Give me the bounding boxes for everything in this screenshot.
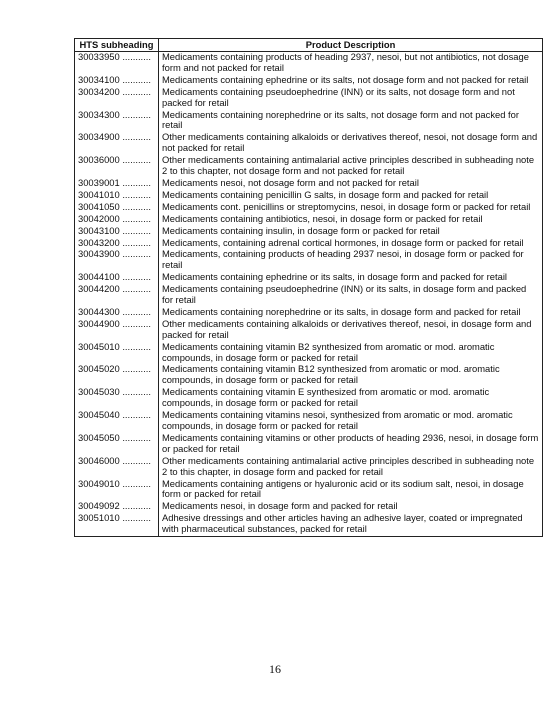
- description-cell: Medicaments containing pseudoephedrine (INN) or its salts, in dosage form and packed for retail: [159, 284, 543, 307]
- table-row: [75, 110, 543, 133]
- hts-code-cell: 30034900 ...........: [75, 132, 159, 155]
- table-row: [75, 226, 543, 238]
- hts-code-cell: 30044200 ...........: [75, 284, 159, 307]
- table-row: [75, 87, 543, 110]
- description-cell: Medicaments, containing adrenal cortical hormones, in dosage form or packed for retail: [159, 238, 543, 250]
- table-row: [75, 284, 543, 307]
- hts-code-cell: 30044300 ...........: [75, 307, 159, 319]
- description-cell: Medicaments cont. penicillins or streptomycins, nesoi, in dosage form or packed for retail: [159, 202, 543, 214]
- hts-code-cell: 30049010 ...........: [75, 479, 159, 502]
- table-row: [75, 410, 543, 433]
- hts-code-cell: 30043200 ...........: [75, 238, 159, 250]
- description-cell: Other medicaments containing antimalarial active principles described in subheading note 2 to this chapter, in dosage form and packed for retail: [159, 456, 543, 479]
- description-cell: Adhesive dressings and other articles having an adhesive layer, coated or impregnated with pharmaceutical substances, packed for retail: [159, 513, 543, 536]
- description-cell: Medicaments containing ephedrine or its salts, in dosage form and packed for retail: [159, 272, 543, 284]
- description-cell: Medicaments containing penicillin G salts, in dosage form and packed for retail: [159, 190, 543, 202]
- description-cell: Medicaments containing ephedrine or its salts, not dosage form and not packed for retail: [159, 75, 543, 87]
- description-cell: Other medicaments containing alkaloids or derivatives thereof, nesoi, not dosage form and not packed for retail: [159, 132, 543, 155]
- table-row: [75, 52, 543, 75]
- description-cell: Medicaments containing norephedrine or its salts, in dosage form and packed for retail: [159, 307, 543, 319]
- hts-code-cell: 30045040 ...........: [75, 410, 159, 433]
- hts-code-cell: 30042000 ...........: [75, 214, 159, 226]
- table-header-row: [75, 39, 543, 52]
- hts-code-cell: 30049092 ...........: [75, 501, 159, 513]
- table-row: [75, 433, 543, 456]
- description-cell: Medicaments containing products of heading 2937, nesoi, but not antibiotics, not dosage form and not packed for retail: [159, 52, 543, 75]
- description-cell: Medicaments containing antibiotics, nesoi, in dosage form or packed for retail: [159, 214, 543, 226]
- header-product-description: Product Description: [159, 39, 543, 52]
- hts-code-cell: 30041010 ...........: [75, 190, 159, 202]
- hts-code-cell: 30051010 ...........: [75, 513, 159, 536]
- table-row: [75, 132, 543, 155]
- table-row: [75, 202, 543, 214]
- table-row: [75, 364, 543, 387]
- table-body: [75, 52, 543, 537]
- description-cell: Other medicaments containing antimalarial active principles described in subheading note 2 to this chapter, not dosage form and not packed for retail: [159, 155, 543, 178]
- hts-code-cell: 30045010 ...........: [75, 342, 159, 365]
- description-cell: Medicaments containing antigens or hyaluronic acid or its sodium salt, nesoi, in dosage form or packed for retail: [159, 479, 543, 502]
- table-row: [75, 190, 543, 202]
- table-row: [75, 249, 543, 272]
- hts-code-cell: 30045030 ...........: [75, 387, 159, 410]
- table-row: [75, 214, 543, 226]
- description-cell: Medicaments containing pseudoephedrine (INN) or its salts, not dosage form and not packed for retail: [159, 87, 543, 110]
- description-cell: Medicaments containing insulin, in dosage form or packed for retail: [159, 226, 543, 238]
- hts-code-cell: 30034300 ...........: [75, 110, 159, 133]
- description-cell: Medicaments containing vitamins nesoi, synthesized from aromatic or mod. aromatic compounds, in dosage form or packed for retail: [159, 410, 543, 433]
- table-row: [75, 387, 543, 410]
- hts-table: [74, 38, 543, 537]
- description-cell: Medicaments nesoi, not dosage form and not packed for retail: [159, 178, 543, 190]
- hts-code-cell: 30033950 ...........: [75, 52, 159, 75]
- table-row: [75, 479, 543, 502]
- description-cell: Medicaments nesoi, in dosage form and packed for retail: [159, 501, 543, 513]
- table-row: [75, 342, 543, 365]
- description-cell: Medicaments containing vitamin B12 synthesized from aromatic or mod. aromatic compounds, in dosage form or packed for retail: [159, 364, 543, 387]
- description-cell: Medicaments, containing products of heading 2937 nesoi, in dosage form or packed for retail: [159, 249, 543, 272]
- header-hts-subheading: HTS subheading: [75, 39, 159, 52]
- hts-code-cell: 30045050 ...........: [75, 433, 159, 456]
- hts-code-cell: 30044900 ...........: [75, 319, 159, 342]
- description-cell: Medicaments containing vitamin B2 synthesized from aromatic or mod. aromatic compounds, in dosage form or packed for retail: [159, 342, 543, 365]
- hts-code-cell: 30046000 ...........: [75, 456, 159, 479]
- hts-code-cell: 30036000 ...........: [75, 155, 159, 178]
- hts-code-cell: 30044100 ...........: [75, 272, 159, 284]
- table-row: [75, 155, 543, 178]
- description-cell: Medicaments containing vitamin E synthesized from aromatic or mod. aromatic compounds, in dosage form or packed for retail: [159, 387, 543, 410]
- hts-code-cell: 30043900 ...........: [75, 249, 159, 272]
- table-row: [75, 456, 543, 479]
- hts-code-cell: 30034100 ...........: [75, 75, 159, 87]
- hts-code-cell: 30043100 ...........: [75, 226, 159, 238]
- hts-code-cell: 30034200 ...........: [75, 87, 159, 110]
- table-row: [75, 319, 543, 342]
- description-cell: Medicaments containing vitamins or other products of heading 2936, nesoi, in dosage form or packed for retail: [159, 433, 543, 456]
- table-row: [75, 75, 543, 87]
- hts-code-cell: 30041050 ...........: [75, 202, 159, 214]
- hts-code-cell: 30039001 ...........: [75, 178, 159, 190]
- description-cell: Other medicaments containing alkaloids or derivatives thereof, nesoi, in dosage form and packed for retail: [159, 319, 543, 342]
- description-cell: Medicaments containing norephedrine or its salts, not dosage form and not packed for retail: [159, 110, 543, 133]
- hts-code-cell: 30045020 ...........: [75, 364, 159, 387]
- table-row: [75, 513, 543, 536]
- page-number: 16: [269, 662, 281, 676]
